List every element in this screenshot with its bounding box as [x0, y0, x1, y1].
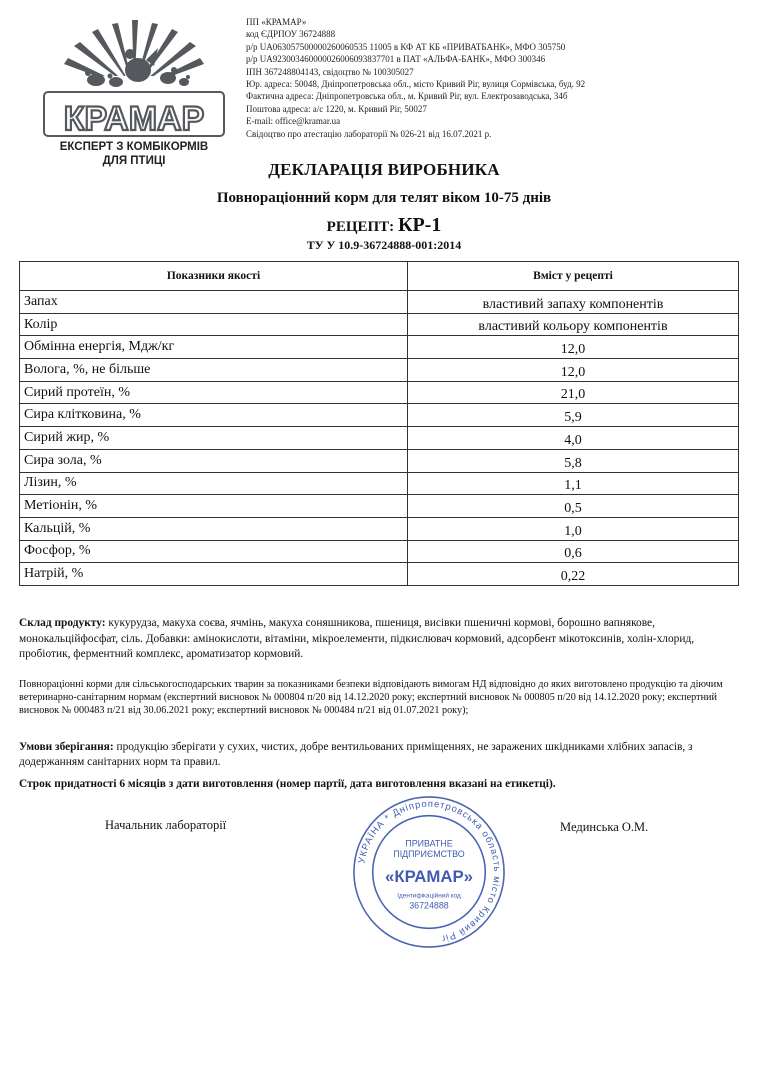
- indicator-name: Метіонін, %: [20, 495, 408, 518]
- signatory-name: Мединська О.М.: [560, 820, 649, 834]
- storage-label: Умови зберігання:: [19, 741, 114, 753]
- table-row: [20, 404, 739, 427]
- indicator-value: властивий запаху компонентів: [408, 291, 739, 314]
- safety-statement: Повнораціонні корми для сільськогосподарських тварин за показниками безпеки відповідають вимогам НД відповідно до яких виготовлено продукцію та діючим ветеринарно-санітарним нормам (експертний висновок № 000804 п/20 від 14.12.2020 року; експертний висновок № 000805 п/20 від 14.12.2020 року; експертний висновок № 000483 п/21 від 30.06.2021 року; експертний висновок № 000484 п/21 від 01.07.2021 року);: [19, 679, 723, 716]
- indicator-value: властивий кольору компонентів: [408, 313, 739, 336]
- table-row: [20, 313, 739, 336]
- product-composition: [19, 616, 741, 663]
- indicator-name: Запах: [20, 291, 408, 314]
- indicator-value: 1,1: [408, 472, 739, 495]
- indicator-value: 4,0: [408, 427, 739, 450]
- indicator-value: 1,0: [408, 517, 739, 540]
- indicator-name: Сира клітковина, %: [20, 404, 408, 427]
- table-row: [20, 495, 739, 518]
- company-stamp: [350, 793, 508, 951]
- table-row: [20, 359, 739, 382]
- table-row: [20, 381, 739, 404]
- indicator-value: 12,0: [408, 359, 739, 382]
- indicator-name: Волога, %, не більше: [20, 359, 408, 382]
- stamp-id-code: 36724888: [409, 900, 449, 911]
- column-header-indicator: Показники якості: [20, 262, 408, 291]
- logo-tagline-2: ДЛЯ ПТИЦІ: [102, 155, 166, 167]
- storage-conditions: [19, 740, 741, 770]
- company-actual-address: Фактична адреса: Дніпропетровська обл., м. Кривий Ріг, вул. Електрозаводська, 34б: [246, 91, 568, 102]
- indicator-name: Натрій, %: [20, 563, 408, 586]
- recipe-code: КР-1: [397, 214, 442, 236]
- column-header-content: Вміст у рецепті: [408, 262, 739, 291]
- table-row: [20, 540, 739, 563]
- indicator-value: 0,6: [408, 540, 739, 563]
- recipe-line: [0, 214, 768, 237]
- stamp-company-name: «КРАМАР»: [385, 866, 473, 886]
- composition-text: кукурудза, макуха соєва, ячмінь, макуха соняшникова, пшениця, висівки пшеничні кормові, борошно вапнякове, монокальційфосфат, сіль. Добавки: амінокислоти, вітаміни, мікроелементи, підкислювач кормовий, адсорбент мікотоксинів, холін-хлорид, пробіотик, ферментний комплекс, ароматизатор кормовий.: [19, 617, 695, 660]
- document-title: ДЕКЛАРАЦІЯ ВИРОБНИКА: [268, 160, 500, 179]
- indicator-name: Сирий жир, %: [20, 427, 408, 450]
- indicator-name: Кальцій, %: [20, 517, 408, 540]
- company-email: E-mail: office@kramar.ua: [246, 116, 341, 127]
- kramar-logo: [34, 18, 234, 168]
- company-edrpou: код ЄДРПОУ 36724888: [246, 29, 336, 40]
- stamp-line-1: ПРИВАТНЕ: [405, 838, 453, 849]
- table-row: [20, 517, 739, 540]
- stamp-line-2: ПІДПРИЄМСТВО: [393, 849, 465, 860]
- storage-text: продукцію зберігати у сухих, чистих, добре вентильованих приміщеннях, не заражених шкідниками хлібних запасів, з додержанням санітарних норм та правил.: [19, 741, 693, 768]
- table-row: [20, 427, 739, 450]
- indicator-name: Колір: [20, 313, 408, 336]
- document-subtitle: Повнораціонний корм для телят віком 10-75 днів: [216, 190, 552, 206]
- table-row: [20, 449, 739, 472]
- company-lab-certificate: Свідоцтво про атестацію лабораторії № 026-21 від 16.07.2021 р.: [246, 128, 492, 139]
- recipe-label: РЕЦЕПТ:: [326, 219, 395, 235]
- table-row: [20, 336, 739, 359]
- table-row: [20, 291, 739, 314]
- stamp-outer-text: УКРАЇНА * Дніпропетровська область місто Кривий Ріг: [356, 798, 503, 945]
- indicator-name: Сирий протеїн, %: [20, 381, 408, 404]
- shelf-life: Строк придатності 6 місяців з дати виготовлення (номер партії, дата виготовлення вказані на етикетці).: [19, 778, 556, 790]
- company-legal-address: Юр. адреса: 50048, Дніпропетровська обл., місто Кривий Ріг, вулиця Сормівська, буд. 92: [246, 79, 586, 90]
- company-name: ПП «КРАМАР»: [246, 17, 307, 27]
- table-row: [20, 472, 739, 495]
- stamp-id-label: Ідентифікаційний код: [397, 892, 461, 900]
- birds-icon: [85, 48, 190, 87]
- indicator-value: 0,22: [408, 563, 739, 586]
- signatory-position: Начальник лабораторії: [105, 818, 227, 832]
- technical-specification: ТУ У 10.9-36724888-001:2014: [306, 238, 462, 252]
- indicator-name: Сира зола, %: [20, 449, 408, 472]
- indicator-value: 5,8: [408, 449, 739, 472]
- logo-tagline-1: ЕКСПЕРТ З КОМБІКОРМІВ: [59, 141, 209, 153]
- logo-brand: КРАМАР: [63, 100, 205, 138]
- indicator-name: Обмінна енергія, Мдж/кг: [20, 336, 408, 359]
- company-tax-id: ІПН 367248804143, свідоцтво № 100305027: [246, 66, 414, 77]
- table-header-row: [20, 262, 739, 291]
- company-account-2: р/р UA923003460000026006093837701 в ПАТ «АЛЬФА-БАНК», МФО 300346: [246, 54, 546, 65]
- composition-label: Склад продукту:: [19, 617, 106, 629]
- indicator-value: 12,0: [408, 336, 739, 359]
- company-requisites: [246, 16, 746, 140]
- quality-table: [19, 261, 739, 586]
- indicator-value: 21,0: [408, 381, 739, 404]
- table-row: [20, 563, 739, 586]
- indicator-value: 0,5: [408, 495, 739, 518]
- indicator-name: Лізин, %: [20, 472, 408, 495]
- company-postal-address: Поштова адреса: а/с 1220, м. Кривий Ріг, 50027: [246, 103, 427, 114]
- company-account-1: р/р UA063057500000260060535 11005 в КФ АТ КБ «ПРИВАТБАНК», МФО 305750: [246, 41, 566, 52]
- indicator-value: 5,9: [408, 404, 739, 427]
- indicator-name: Фосфор, %: [20, 540, 408, 563]
